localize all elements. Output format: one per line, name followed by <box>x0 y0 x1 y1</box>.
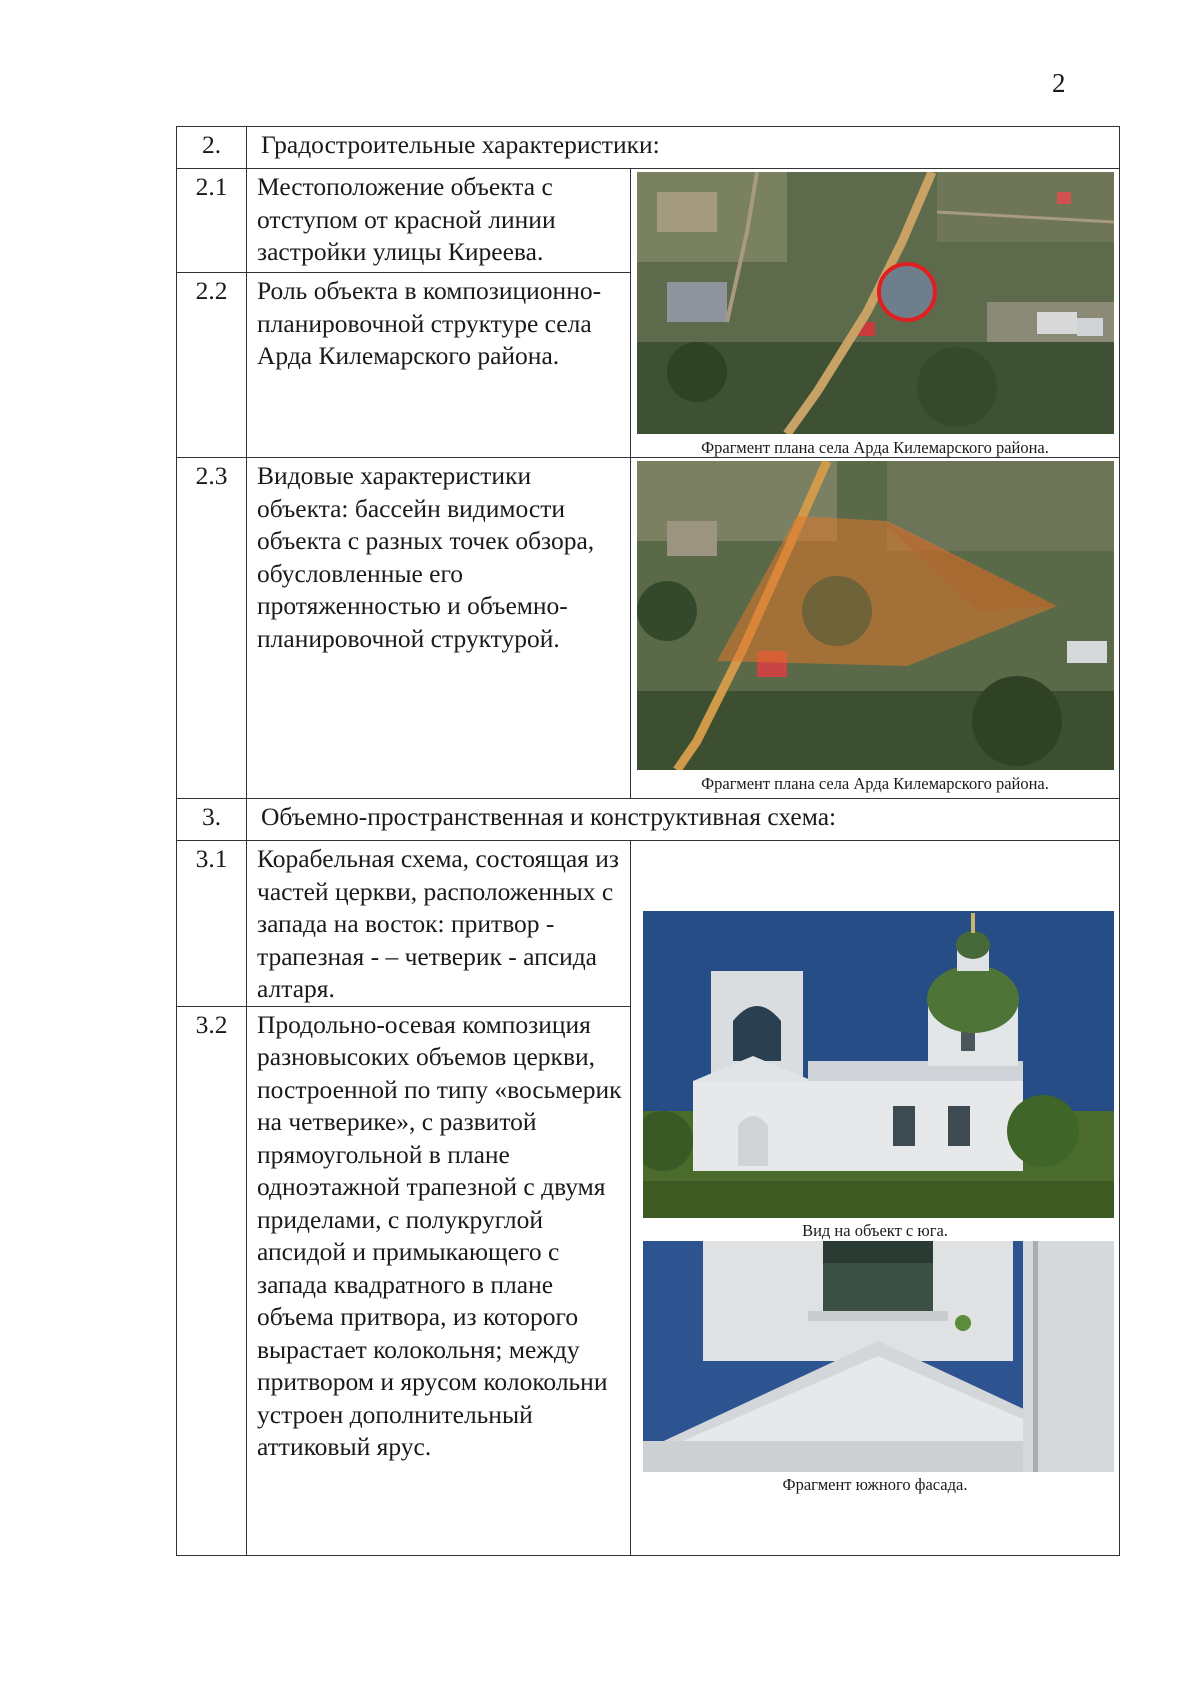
section-3-heading-row <box>177 799 1120 841</box>
map1-caption: Фрагмент плана села Арда Килемарского района. <box>701 438 1049 457</box>
row-3-1 <box>177 841 1120 1007</box>
item-2-2-text: Роль объекта в композиционно-планировочной структуре села Арда Килемарского района. <box>247 273 631 458</box>
item-2-3-text: Видовые характеристики объекта: бассейн видимости объекта с разных точек обзора, обусловленные его протяженностью и объемно-планировочной структурой. <box>247 458 631 799</box>
item-2-1-number: 2.1 <box>177 169 247 273</box>
photo2-caption: Фрагмент южного фасада. <box>782 1475 968 1494</box>
section-3-heading: Объемно-пространственная и конструктивная схема: <box>247 799 1120 841</box>
row-2-1 <box>177 169 1120 273</box>
item-3-1-text: Корабельная схема, состоящая из частей церкви, расположенных с запада на восток: притвор - трапезная - – четверик - апсида алтаря. <box>247 841 631 1007</box>
map2-cell <box>631 458 1120 799</box>
item-3-2-text: Продольно-осевая композиция разновысоких объемов церкви, построенной по типу «восьмерик на четверике», с развитой прямоугольной в плане одноэтажной трапезной с двумя приделами, с полукруглой апсидой и примыкающего с запада квадратного в плане объема притвора, из которого вырастает колокольня; между притвором и ярусом колокольни устроен дополнительный аттиковый ярус. <box>247 1006 631 1555</box>
section-2-heading: Градостроительные характеристики: <box>247 127 1120 169</box>
page-number: 2 <box>1052 68 1066 98</box>
map1-cell <box>631 169 1120 458</box>
row-2-3 <box>177 458 1120 799</box>
item-2-3-number: 2.3 <box>177 458 247 799</box>
map1-satellite-image <box>637 172 1114 434</box>
section-2-number: 2. <box>177 127 247 169</box>
section-2-heading-row <box>177 127 1120 169</box>
photos-cell <box>631 841 1120 1556</box>
photo1-caption: Вид на объект с юга. <box>802 1221 948 1240</box>
map2-caption: Фрагмент плана села Арда Килемарского района. <box>701 774 1049 793</box>
item-3-1-number: 3.1 <box>177 841 247 1007</box>
characteristics-table <box>176 126 1120 1556</box>
item-3-2-number: 3.2 <box>177 1006 247 1555</box>
map2-satellite-image <box>637 461 1114 770</box>
item-2-1-text: Местоположение объекта с отступом от красной линии застройки улицы Киреева. <box>247 169 631 273</box>
church-south-view-photo <box>643 911 1114 1218</box>
item-2-2-number: 2.2 <box>177 273 247 458</box>
south-facade-fragment-photo <box>643 1241 1114 1472</box>
section-3-number: 3. <box>177 799 247 841</box>
